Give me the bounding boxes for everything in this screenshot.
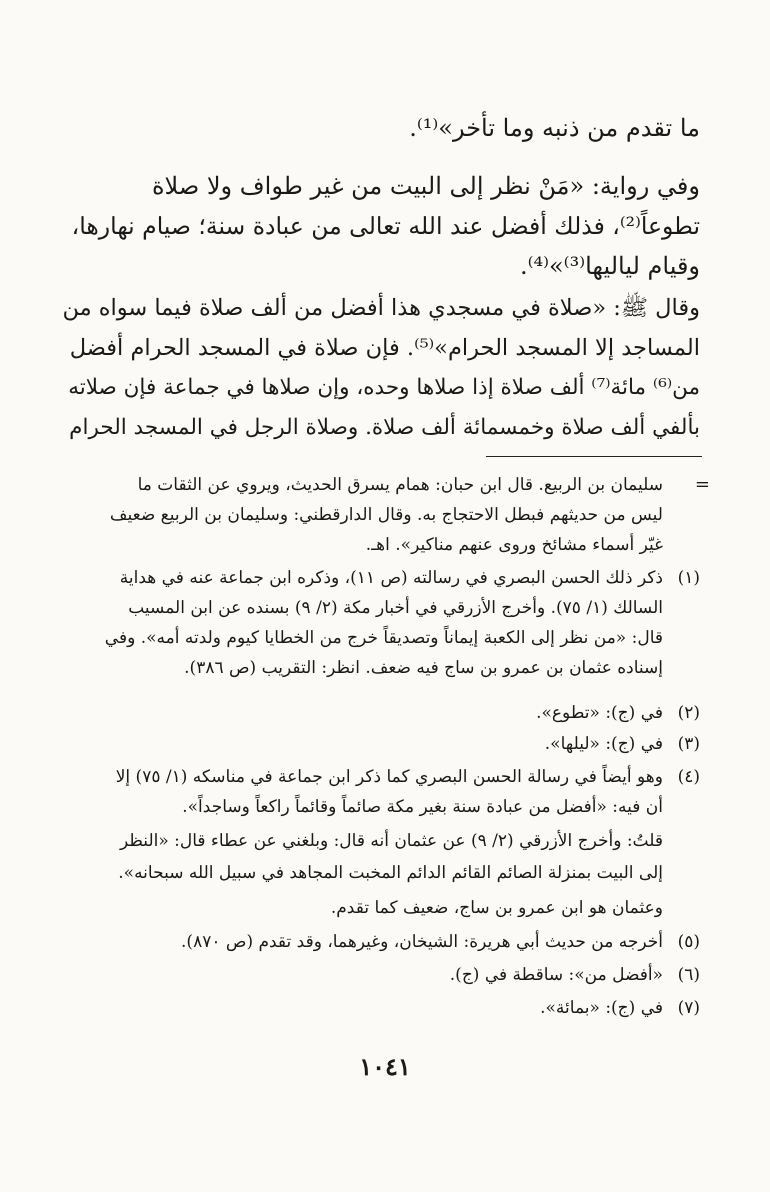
footnote-line: السالك (١/ ٧٥). وأخرج الأزرقي في أخبار مكة (٢/ ٩) بسنده عن ابن المسيب — [128, 598, 663, 618]
footnote-number: (٧) — [677, 998, 700, 1018]
footnote-line: سليمان بن الربيع. قال ابن حبان: همام يسرق الحديث، ويروي عن الثقات ما — [137, 475, 663, 495]
footnote-number: (٢) — [677, 703, 700, 723]
main-text-line: بألفي ألف صلاة وخمسمائة ألف صلاة. وصلاة الرجل في المسجد الحرام — [69, 415, 700, 440]
footnote-line: وعثمان هو ابن عمرو بن ساج، ضعيف كما تقدم. — [330, 898, 663, 918]
footnote-line: قال: «من نظر إلى الكعبة إيماناً وتصديقاً خرج من الخطايا كيوم ولدته أمه». وفي — [104, 628, 663, 648]
main-text-line: وقال ﷺ: «صلاة في مسجدي هذا أفضل من ألف صلاة فيما سواه من — [62, 295, 700, 321]
footnote-line: إسناده عثمان بن عمرو بن ساج فيه ضعف. انظر: التقريب (ص ٣٨٦). — [184, 658, 663, 678]
footnote-line: في (ج): «ليلها». — [544, 734, 663, 754]
footnote-number: (٣) — [677, 734, 700, 754]
footnote-line: وهو أيضاً في رسالة الحسن البصري كما ذكر ابن جماعة في مناسكه (١/ ٧٥) إلا — [115, 767, 663, 787]
footnote-line: في (ج): «بمائة». — [540, 998, 663, 1018]
footnote-number: (٥) — [677, 932, 700, 952]
footnote-separator — [486, 456, 702, 457]
main-text-line: ما تقدم من ذنبه وما تأخر»⁽¹⁾. — [409, 114, 700, 142]
footnote-line: أخرجه من حديث أبي هريرة: الشيخان، وغيرهما، وقد تقدم (ص ٨٧٠). — [181, 932, 663, 952]
footnote-number: (١) — [677, 568, 700, 588]
footnote-line: ذكر ذلك الحسن البصري في رسالته (ص ١١)، وذكره ابن جماعة عنه في هداية — [119, 568, 663, 588]
main-text-line: وقيام لياليها⁽³⁾»⁽⁴⁾. — [519, 252, 700, 280]
footnote-number: (٦) — [677, 965, 700, 985]
main-text-line: من⁽⁶⁾ مائة⁽⁷⁾ ألف صلاة إذا صلاها وحده، وإن صلاها في جماعة فإن صلاته — [68, 375, 700, 400]
footnote-line: قلتُ: وأخرج الأزرقي (٢/ ٩) عن عثمان أنه قال: وبلغني عن عطاء قال: «النظر — [119, 831, 663, 851]
footnote-line: ليس من حديثهم فبطل الاحتجاج به. وقال الدارقطني: وسليمان بن الربيع ضعيف — [109, 505, 663, 525]
main-text-line: المساجد إلا المسجد الحرام»⁽⁵⁾. فإن صلاة في المسجد الحرام أفضل — [69, 335, 700, 361]
footnote-line: في (ج): «تطوع». — [536, 703, 663, 723]
footnote-line: غيّر أسماء مشائخ وروى عنهم مناكير». اهـ. — [365, 535, 663, 555]
main-text-line: وفي رواية: «مَنْ نظر إلى البيت من غير طواف ولا صلاة — [151, 172, 700, 200]
footnote-line: «أفضل من»: ساقطة في (ج). — [449, 965, 663, 985]
continuation-marker: = — [694, 474, 710, 495]
page-number: ١٠٤١ — [359, 1052, 411, 1081]
main-text-line: تطوعاً⁽²⁾، فذلك أفضل عند الله تعالى من عبادة سنة؛ صيام نهارها، — [71, 212, 700, 240]
footnote-number: (٤) — [677, 767, 700, 787]
footnote-line: إلى البيت بمنزلة الصائم القائم الدائم المخبت المجاهد في سبيل الله سبحانه». — [118, 863, 663, 883]
footnote-line: أن فيه: «أفضل من عبادة سنة بغير مكة صائماً وقائماً راكعاً وساجداً». — [182, 797, 663, 817]
